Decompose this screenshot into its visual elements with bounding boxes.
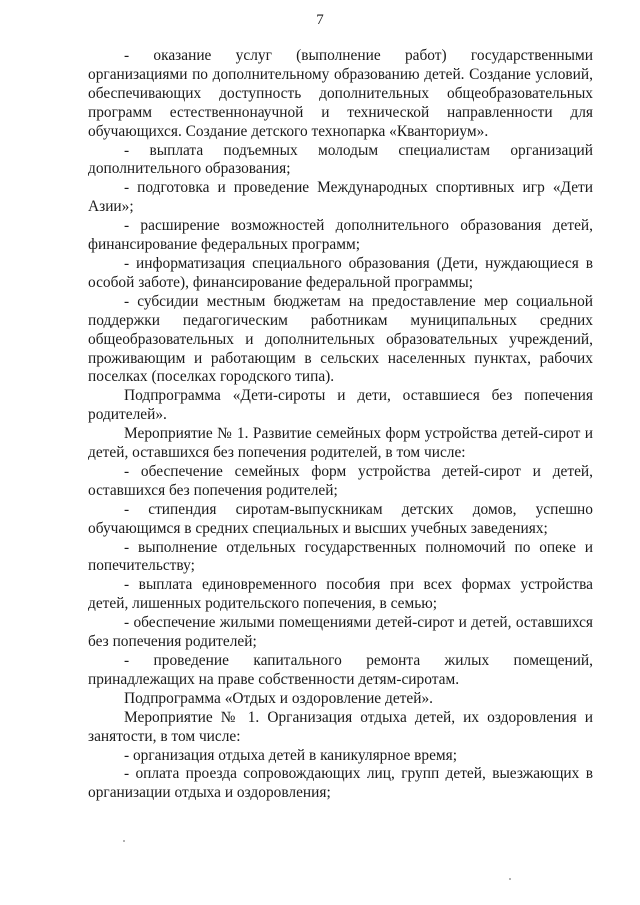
page-number: 7 xyxy=(316,12,324,28)
scan-speck xyxy=(509,878,511,880)
paragraph-17: - организация отдыха детей в каникулярное время; xyxy=(124,746,458,764)
paragraph-4: - расширение возможностей дополнительного образования детей, финансирование федеральных программ; xyxy=(88,217,593,254)
paragraph-2: - выплата подъемных молодым специалистам организаций дополнительного образования; xyxy=(88,141,593,178)
paragraph-5: - информатизация специального образования (Дети, нуждающиеся в особой заботе), финансирование федеральной программы; xyxy=(88,254,593,291)
paragraph-18: - оплата проезда сопровождающих лиц, групп детей, выезжающих в организации отдыха и оздоровления; xyxy=(88,765,593,802)
paragraph-3: - подготовка и проведение Международных спортивных игр «Дети Азии»; xyxy=(88,179,593,216)
paragraph-12: - выплата единовременного пособия при всех формах устройства детей, лишенных родительского попечения, в семью; xyxy=(88,576,593,613)
paragraph-15: Подпрограмма «Отдых и оздоровление детей». xyxy=(124,689,433,707)
paragraph-6: - субсидии местным бюджетам на предоставление мер социальной поддержки педагогическим работникам муниципальных средних общеобразовательных и дополнительных образовательных учреждений, проживающим и работающим в сельских населенных пунктах, рабочих поселках (поселках городского типа). xyxy=(88,292,593,386)
paragraph-9: - обеспечение семейных форм устройства детей-сирот и детей, оставшихся без попечения родителей; xyxy=(88,462,593,499)
paragraph-11: - выполнение отдельных государственных полномочий по опеке и попечительству; xyxy=(88,538,593,575)
paragraph-7: Подпрограмма «Дети-сироты и дети, оставшиеся без попечения родителей». xyxy=(88,387,593,424)
paragraph-14: - проведение капитального ремонта жилых помещений, принадлежащих на праве собственности детям-сиротам. xyxy=(88,652,593,688)
paragraph-16: Мероприятие № 1. Организация отдыха детей, их оздоровления и занятости, в том числе: xyxy=(88,708,593,745)
paragraph-13: - обеспечение жилыми помещениями детей-сирот и детей, оставшихся без попечения родителей; xyxy=(88,614,593,651)
scan-speck xyxy=(123,840,125,842)
paragraph-1: - оказание услуг (выполнение работ) государственными организациями по дополнительному образованию детей. Создание условий, обеспечивающих доступность дополнительных общеобразовательных программ естественнонаучной и технической направленности для обучающихся. Создание детского технопарка «Кванториум». xyxy=(88,47,593,140)
paragraph-8: Мероприятие № 1. Развитие семейных форм устройства детей-сирот и детей, оставшихся без попечения родителей, в том числе: xyxy=(88,425,593,462)
document-body xyxy=(88,47,593,803)
paragraph-10: - стипендия сиротам-выпускникам детских домов, успешно обучающимся в средних специальных и высших учебных заведениях; xyxy=(88,500,593,537)
